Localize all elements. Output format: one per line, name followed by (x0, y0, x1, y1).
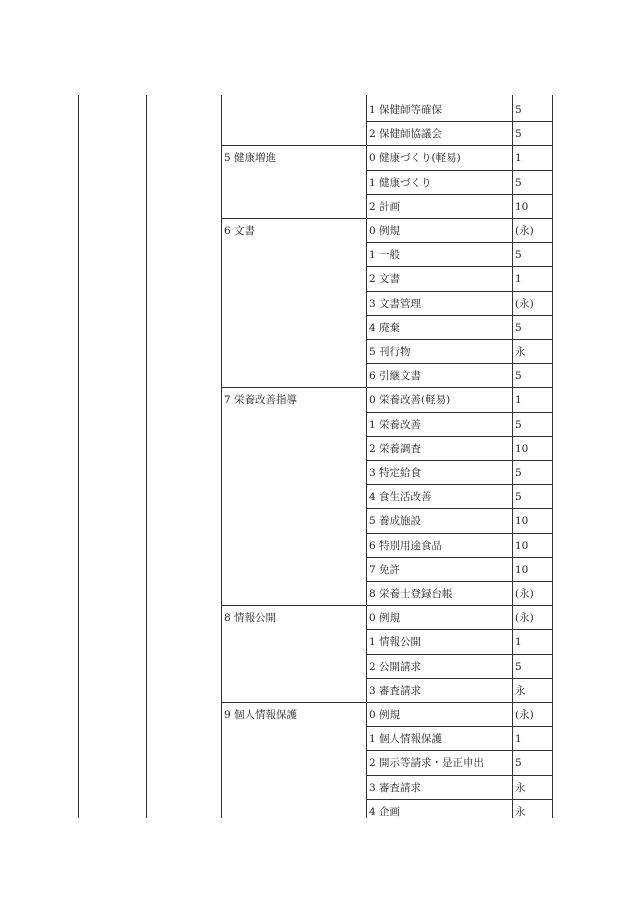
item-label: 0 例規 (369, 612, 401, 625)
retention-period: 5 (515, 418, 522, 431)
column-rule-4 (366, 95, 367, 818)
row-divider (366, 799, 552, 800)
retention-period: 10 (515, 539, 529, 552)
item-label: 3 審査請求 (369, 684, 422, 697)
retention-period: 5 (515, 128, 522, 141)
category-label: 6 文書 (224, 225, 256, 237)
column-rule-3 (221, 95, 222, 818)
row-divider (366, 581, 552, 582)
row-divider (366, 242, 552, 243)
retention-period: 5 (515, 467, 522, 479)
row-divider (366, 194, 552, 195)
retention-period: 5 (515, 321, 522, 334)
item-label: 3 文書管理 (369, 297, 422, 310)
item-label: 1 栄養改善 (369, 418, 422, 431)
item-label: 6 引継文書 (369, 370, 422, 383)
retention-period: 10 (515, 200, 529, 213)
row-divider (366, 484, 552, 485)
retention-period: (永) (515, 297, 534, 310)
item-label: 1 一般 (369, 249, 401, 262)
retention-period: 5 (515, 176, 522, 189)
item-label: 4 廃棄 (369, 321, 401, 334)
row-divider (366, 508, 552, 509)
retention-period: 10 (515, 563, 529, 576)
item-label: 8 栄養士登録台帳 (369, 588, 453, 600)
item-label: 1 健康づくり (369, 176, 432, 189)
retention-period: 5 (515, 491, 522, 504)
row-divider (366, 436, 552, 437)
retention-period: 10 (515, 515, 529, 528)
item-label: 3 審査請求 (369, 781, 422, 794)
row-divider (366, 750, 552, 751)
category-divider (221, 387, 552, 388)
retention-period: (永) (515, 709, 534, 721)
row-divider (366, 678, 552, 679)
row-divider (366, 557, 552, 558)
retention-period: 5 (515, 757, 522, 770)
row-divider (366, 412, 552, 413)
row-divider (366, 170, 552, 171)
retention-period: 1 (515, 636, 522, 649)
row-divider (366, 533, 552, 534)
row-divider (366, 266, 552, 267)
category-label: 9 個人情報保護 (224, 709, 298, 721)
row-divider (366, 460, 552, 461)
item-label: 3 特定給食 (369, 467, 422, 479)
column-rule-5 (512, 95, 513, 818)
item-label: 2 計画 (369, 200, 401, 213)
item-label: 1 個人情報保護 (369, 733, 443, 746)
column-rule-2 (146, 95, 147, 818)
retention-period: 永 (515, 684, 526, 697)
retention-period: (永) (515, 588, 534, 600)
retention-period: 永 (515, 346, 526, 358)
item-label: 7 免許 (369, 563, 401, 576)
item-label: 0 例規 (369, 225, 401, 237)
item-label: 2 保健師協議会 (369, 128, 443, 141)
retention-period: (永) (515, 612, 534, 625)
item-label: 1 情報公開 (369, 636, 422, 649)
row-divider (366, 363, 552, 364)
row-divider (366, 654, 552, 655)
category-divider (221, 145, 552, 146)
category-divider (221, 702, 552, 703)
item-label: 0 健康づくり(軽易) (369, 152, 461, 165)
item-label: 0 例規 (369, 709, 401, 721)
row-divider (366, 291, 552, 292)
item-label: 0 栄養改善(軽易) (369, 394, 451, 407)
retention-period: 1 (515, 733, 522, 746)
column-rule-1 (78, 95, 79, 818)
retention-period: 永 (515, 781, 526, 794)
retention-period: 10 (515, 442, 529, 455)
item-label: 1 保健師等確保 (369, 104, 443, 116)
row-divider (366, 315, 552, 316)
category-label: 8 情報公開 (224, 612, 277, 625)
retention-period: 5 (515, 249, 522, 262)
item-label: 2 開示等請求・是正申出 (369, 757, 485, 770)
category-divider (221, 605, 552, 606)
category-divider (221, 218, 552, 219)
item-label: 4 食生活改善 (369, 491, 432, 504)
item-label: 2 公開請求 (369, 660, 422, 673)
category-label: 7 栄養改善指導 (224, 394, 298, 407)
item-label: 6 特別用途食品 (369, 539, 443, 552)
item-label: 5 刊行物 (369, 346, 411, 358)
category-label: 5 健康増進 (224, 152, 277, 165)
row-divider (366, 775, 552, 776)
retention-period: 1 (515, 273, 522, 286)
row-divider (366, 121, 552, 122)
item-label: 2 文書 (369, 273, 401, 286)
column-rule-6 (552, 95, 553, 818)
retention-period: (永) (515, 225, 534, 237)
retention-period: 永 (515, 805, 526, 818)
retention-period: 1 (515, 152, 522, 165)
row-divider (366, 726, 552, 727)
retention-period: 1 (515, 394, 522, 407)
item-label: 2 栄養調査 (369, 442, 422, 455)
row-divider (366, 629, 552, 630)
retention-period: 5 (515, 104, 522, 116)
item-label: 4 企画 (369, 805, 401, 818)
row-divider (366, 339, 552, 340)
retention-period: 5 (515, 370, 522, 383)
item-label: 5 養成施設 (369, 515, 422, 528)
retention-period: 5 (515, 660, 522, 673)
